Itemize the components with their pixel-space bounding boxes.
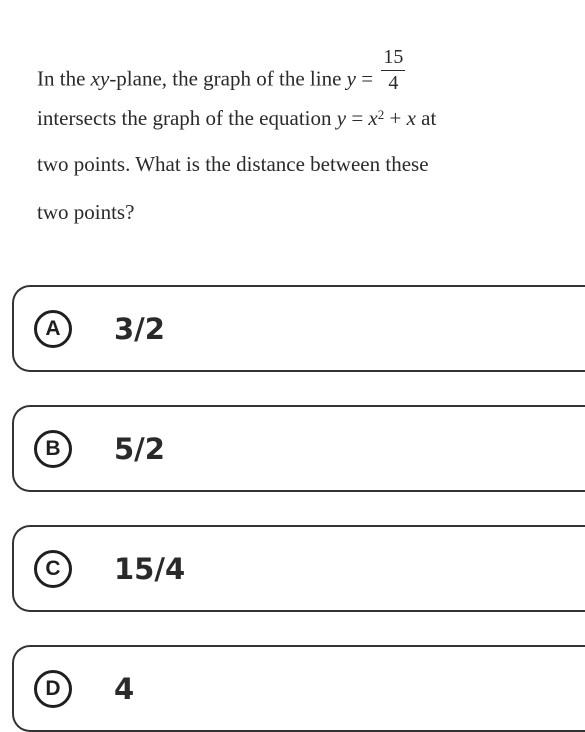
option-letter-badge-d: D bbox=[34, 670, 72, 708]
option-value-d: 4 bbox=[114, 672, 135, 706]
question-line-1: In the xy-plane, the graph of the line y = $\frac{15}{4}$ bbox=[37, 46, 404, 94]
fraction-denominator: 4 bbox=[388, 72, 399, 94]
option-value-a: 3/2 bbox=[114, 312, 165, 346]
answer-option-b[interactable] bbox=[12, 405, 585, 492]
answer-option-a[interactable] bbox=[12, 285, 585, 372]
question-line-2: intersects the graph of the equation $y = x^2 + x$ at bbox=[37, 106, 437, 130]
question-line-3: two points. What is the distance between these bbox=[37, 152, 429, 176]
option-letter-badge-a: A bbox=[34, 310, 72, 348]
option-value-c: 15/4 bbox=[114, 552, 186, 586]
question-line-4: two points? bbox=[37, 200, 135, 224]
option-letter-badge-b: B bbox=[34, 430, 72, 468]
fraction-numerator: 15 bbox=[381, 46, 405, 71]
answer-option-c[interactable] bbox=[12, 525, 585, 612]
option-letter-badge-c: C bbox=[34, 550, 72, 588]
option-value-b: 5/2 bbox=[114, 432, 165, 466]
fraction bbox=[381, 46, 405, 95]
answer-option-d[interactable] bbox=[12, 645, 585, 732]
